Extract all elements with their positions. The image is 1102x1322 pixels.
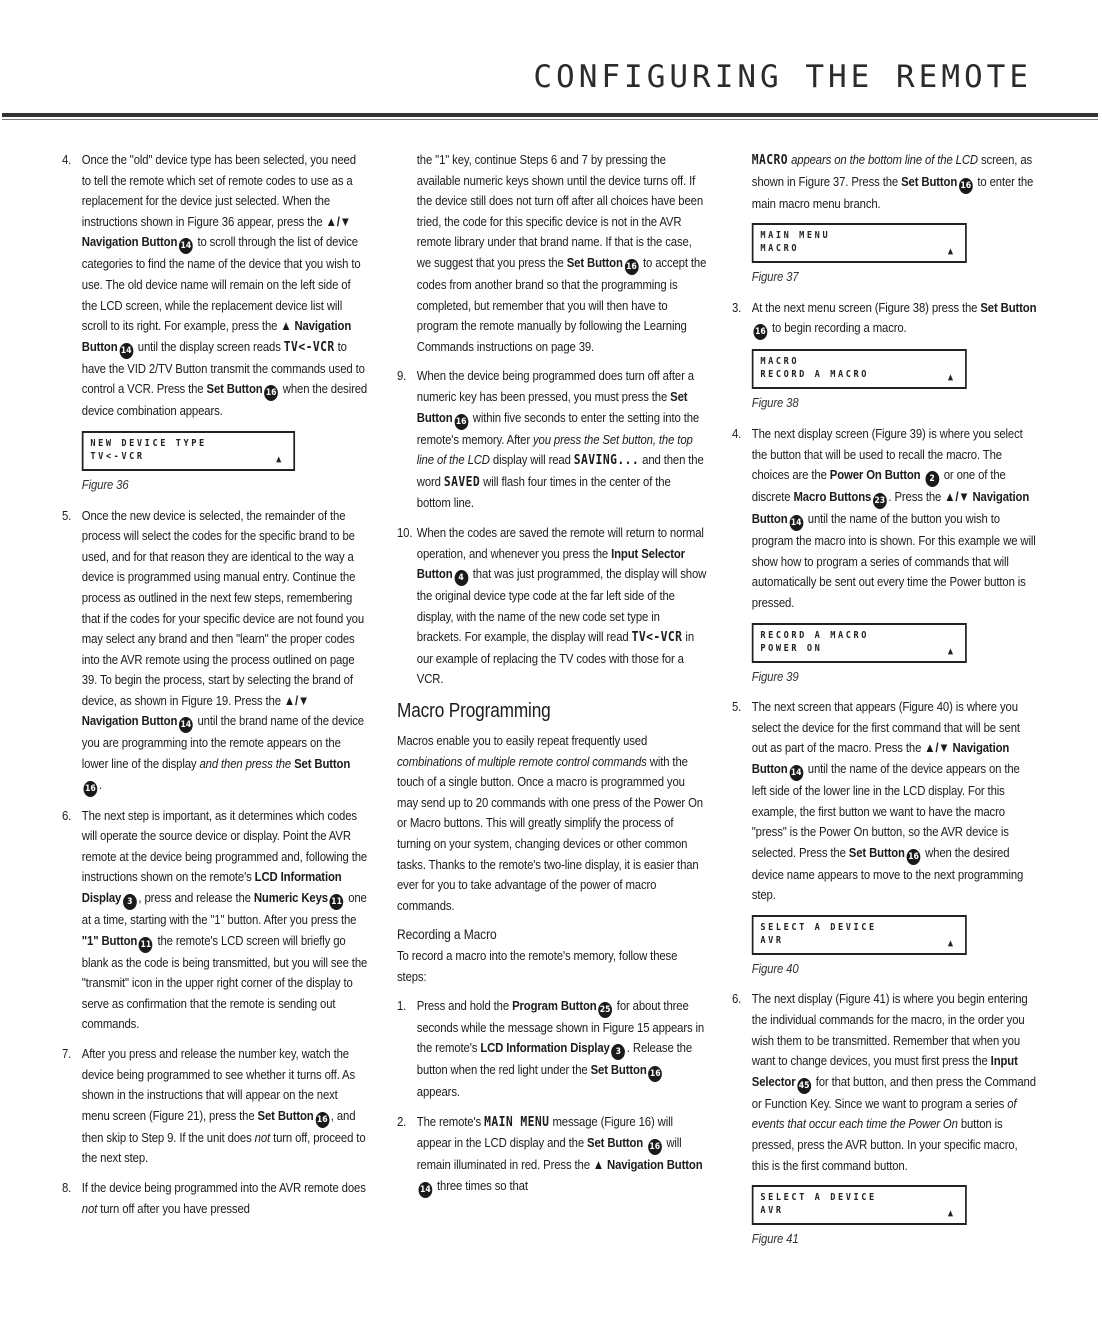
step-number: 4. [62, 152, 72, 167]
text: to have the VID 2/TV Button transmit the commands used to control a VCR. Press the [81, 338, 365, 397]
button-badge: 16 [754, 324, 768, 340]
step-8 [62, 1178, 367, 1219]
step-text [752, 989, 1038, 1176]
text: message (Figure 16) will appear in the LCD display and the [416, 1113, 673, 1151]
text: of events that occur each time the Power On [751, 1095, 1017, 1132]
button-badge: 4 [454, 570, 468, 586]
macro-step-1 [397, 996, 707, 1103]
button-badge: 14 [179, 717, 193, 733]
text: The next screen that appears (Figure 40) is where you select the device for the first command that will be sent out as part of the macro. Press the [751, 699, 1020, 756]
term: Set Button [566, 254, 623, 270]
step-number: 9. [397, 368, 407, 384]
step-text [752, 150, 1038, 214]
term: LCD Information Display [480, 1040, 610, 1056]
text: If the device being programmed into the AVR remote does [81, 1179, 366, 1195]
step-number: 5. [732, 699, 742, 715]
text: turn off, proceed to the next step. [81, 1129, 366, 1166]
button-badge: 16 [907, 849, 921, 865]
step-text [752, 424, 1038, 614]
lcd-line-1: NEW DEVICE TYPE [90, 437, 207, 449]
text: that was just programmed, the display will show the original device type code at the far left side of the display, with the name of the new code set type in brackets. For example, the display will read [416, 566, 707, 645]
lcd-line-2: AVR [760, 934, 784, 946]
step-text [752, 298, 1038, 341]
step-text [82, 506, 368, 797]
text: will remain illuminated in red. Press the ▲ [416, 1135, 682, 1173]
text: with the touch of a single button. Once a macro is programmed you may send up to 20 commands with one press of the Power On or Macro buttons. This will greatly simplify the process of turning on your system, changing devices or other common tasks. Thanks to the remote's two-line display, it is easier than ever for you to take advantage of the power of macro commands. [397, 753, 703, 913]
button-badge: 14 [789, 515, 803, 531]
macro-intro [397, 731, 707, 916]
term: Set Button [901, 173, 958, 189]
figure-caption: Figure 39 [751, 668, 799, 684]
term: Set Button [590, 1062, 647, 1078]
term: Navigation Button [81, 318, 352, 354]
lcd-line-1: SELECT A DEVICE [760, 921, 877, 933]
text: you press the Set button, the top line of the LCD [416, 431, 693, 468]
button-badge: 16 [84, 781, 98, 797]
macro-step-6 [732, 989, 1037, 1176]
button-badge: 14 [419, 1182, 433, 1198]
term: Numeric Keys [253, 890, 328, 906]
text: in our example of replacing the TV codes with those for a VCR. [416, 629, 695, 687]
lcd-text: TV<-VCR [631, 630, 683, 646]
term: Set Button [206, 381, 263, 397]
term: Set Button [587, 1135, 644, 1151]
button-badge: 45 [797, 1078, 811, 1094]
section-heading: Macro Programming [397, 700, 551, 723]
term: Input Selector Button [416, 545, 685, 582]
lcd-figure-38 [752, 349, 967, 389]
term: Program Button [512, 997, 597, 1013]
button-badge: 16 [648, 1066, 662, 1082]
lcd-line-1: MACRO [760, 356, 800, 368]
macro-step-2-continued [732, 150, 1037, 214]
page-title: CONFIGURING THE REMOTE [533, 59, 1032, 95]
up-arrow-icon: ▲ [947, 372, 954, 384]
lcd-figure-39 [752, 623, 967, 663]
text: Once the new device is selected, the remainder of the process will select the codes for the specific brand to be used, and for that reason they are identical to the way a device is programmed using manual entry. Continue the process as outlined in the next few steps, remembering that if the codes for your specific device are not found you may select any brand and then "learn" the proper codes into the AVR remote using the process outlined on page 39. To begin the process, start by selecting the brand of device, as shown in Figure 19. Press the [81, 507, 365, 708]
step-5 [62, 506, 367, 797]
step-text [417, 150, 707, 357]
button-badge: 11 [139, 937, 153, 953]
term: Set Button [980, 299, 1037, 315]
text: to scroll through the list of device categories to find the name of the device that you wish to use. The old device name will remain on the left side of the LCD screen, while the replacement device list will scroll to its right. For example, press the ▲ [81, 234, 361, 334]
up-arrow-icon: ▲ [947, 645, 954, 657]
text: to accept the codes from another brand so that the programming is completed, but remember that you will then have to program the remote manually by following the Learning Commands instructions on page 39. [416, 254, 707, 354]
button-badge: 11 [330, 894, 344, 910]
term: "1" Button [81, 932, 138, 948]
figure-caption: Figure 36 [81, 476, 129, 492]
step-text [417, 996, 707, 1103]
lcd-text: TV<-VCR [283, 339, 335, 355]
step-text [82, 1178, 368, 1219]
step-text [417, 523, 707, 690]
text: At the next menu screen (Figure 38) press the [751, 299, 981, 315]
term: Power On Button [829, 467, 921, 483]
text: appears. [416, 1084, 460, 1100]
figure-caption: Figure 37 [751, 269, 799, 285]
text: until the name of the device appears on the left side of the lower line in the LCD display. For this example, the first button we want to have the macro "press" is the Power On button, so the AVR device is selected. Press the [751, 760, 1020, 860]
text: Macros enable you to easily repeat frequently used [397, 733, 648, 749]
text: Once the "old" device type has been selected, you need to tell the remote which set of remote codes to use as a replacement for the device just selected. When the instructions shown in Figure 36 appear, press the [81, 152, 356, 229]
button-badge: 3 [611, 1044, 625, 1060]
lcd-line-2: POWER ON [760, 642, 823, 654]
text: to enter the main macro menu branch. [751, 173, 1034, 211]
text: The next display (Figure 41) is where you begin entering the individual commands for the macro, in the order you wish them to be transmitted. Remember that when you want to change devices, you must first press the [751, 991, 1028, 1069]
subsection-heading: Recording a Macro [397, 926, 497, 943]
text: not [254, 1129, 271, 1145]
step-4 [62, 150, 367, 422]
lcd-line-1: SELECT A DEVICE [760, 1192, 877, 1204]
text: After you press and release the number key, watch the device being programmed to see whether it turns off. As shown in the instructions that will appear on the next menu screen (Figure 21), press the [81, 1046, 356, 1123]
text: screen, as shown in Figure 37. Press the [751, 152, 1033, 189]
text: button is pressed, press the AVR button. In your specific macro, this is the first command button. [751, 1116, 1018, 1173]
term: Set Button [294, 756, 351, 772]
lcd-text: SAVED [443, 474, 481, 490]
text: When the device being programmed does turn off after a numeric key has been pressed, you must press the [416, 368, 694, 404]
step-number: 7. [62, 1046, 72, 1061]
term: LCD Information Display [81, 869, 342, 906]
text: display will read [489, 452, 574, 468]
text: or one of the discrete [751, 467, 1006, 505]
text: not [81, 1200, 98, 1216]
text: and then the word [416, 452, 704, 489]
column-left [62, 150, 367, 1315]
lcd-line-2: RECORD A MACRO [760, 369, 869, 381]
lcd-line-2: TV<-VCR [90, 450, 145, 462]
text: to begin recording a macro. [768, 320, 907, 336]
button-badge: 2 [925, 471, 939, 487]
button-badge: 25 [598, 1002, 612, 1018]
step-6 [62, 806, 367, 1035]
button-badge: 16 [625, 259, 639, 275]
text: turn off after you have pressed [97, 1200, 250, 1216]
text: the "1" key, continue Steps 6 and 7 by pressing the available numeric keys shown until the device turns off. If the device still does not turn off after all choices have been tried, the code for this specific device is not in the AVR remote library under that brand name. If that is the case, we suggest that you press the [416, 152, 703, 270]
figure-caption: Figure 40 [751, 960, 799, 976]
step-number: 4. [732, 425, 742, 441]
text: until the brand name of the device you are programming into the remote appears on the lower line of the display [81, 713, 364, 772]
figure-caption: Figure 38 [751, 395, 799, 411]
button-badge: 14 [119, 343, 133, 359]
term: ▲/▼ Navigation Button [751, 740, 1010, 776]
up-arrow-icon: ▲ [947, 937, 954, 949]
step-number: 5. [62, 507, 72, 523]
text: and then press the [199, 756, 295, 772]
text: for that button, and then press the Command or Function Key. Since we want to program a series [751, 1073, 1036, 1111]
lcd-text: MACRO [751, 153, 789, 168]
step-number: 6. [62, 807, 72, 823]
text: The remote's [416, 1113, 485, 1129]
button-badge: 16 [315, 1112, 329, 1128]
text: . Release the button when the red light under the [416, 1040, 693, 1078]
term: Set Button [416, 388, 688, 425]
step-number: 6. [732, 991, 742, 1007]
lcd-line-1: MAIN MENU [760, 230, 831, 242]
lcd-figure-40 [752, 915, 967, 955]
step-text [417, 366, 707, 514]
text: , press and release the [138, 890, 254, 906]
subsection-text: To record a macro into the remote's memory, follow these steps: [397, 948, 678, 984]
step-number: 1. [397, 997, 407, 1013]
lcd-line-2: MACRO [760, 243, 800, 255]
step-10 [397, 523, 707, 690]
term: Input Selector [751, 1053, 1018, 1089]
text: within five seconds to enter the setting into the remote's memory. After [416, 409, 700, 447]
lcd-text: SAVING... [573, 453, 640, 469]
lcd-figure-37 [752, 223, 967, 263]
macro-step-2 [397, 1112, 707, 1198]
text: The next step is important, as it determines which codes will operate the source device or display. Point the AVR remote at the device being programmed and, following the instructions shown on the remote's [81, 807, 368, 885]
step-text [752, 697, 1038, 906]
macro-step-3 [732, 298, 1037, 341]
lcd-text: MAIN MENU [484, 1114, 550, 1130]
text: the remote's LCD screen will briefly go blank as the code is being transmitted, but you will see the "transmit" icon in the upper right corner of the display to serve as confirmation that the remote is sending out commands. [81, 932, 368, 1032]
button-badge: 16 [264, 385, 278, 401]
step-7 [62, 1044, 367, 1169]
text: combinations of multiple remote control commands [397, 753, 647, 769]
header-rule [2, 113, 1098, 117]
column-middle [397, 150, 707, 1315]
text: appears on the bottom line of the LCD [788, 152, 978, 167]
text: When the codes are saved the remote will return to normal operation, and whenever you press the [416, 524, 704, 561]
lcd-figure-36 [82, 431, 295, 471]
button-badge: 14 [179, 238, 193, 254]
macro-step-4 [732, 424, 1037, 614]
step-8-continued [397, 150, 707, 357]
up-arrow-icon: ▲ [947, 1208, 954, 1220]
text: when the desired device name appears to move to the next programming step. [751, 844, 1024, 903]
step-9 [397, 366, 707, 514]
term: Set Button [848, 844, 905, 860]
text: , and then skip to Step 9. If the unit does [81, 1107, 356, 1145]
term: ▲/▼ Navigation Button [81, 692, 310, 729]
step-text [82, 150, 368, 422]
text: . Press the [888, 489, 945, 505]
term: Macro Buttons [793, 489, 872, 505]
text: until the display screen reads [134, 338, 284, 354]
up-arrow-icon: ▲ [276, 453, 282, 465]
text: until the name of the button you wish to program the macro into is shown. For this example we will show how to program a series of commands that will automatically be sent out every time the Power button is pressed. [751, 511, 1036, 610]
term: ▲/▼ Navigation Button [751, 489, 1030, 527]
button-badge: 16 [454, 414, 468, 430]
text: . [98, 776, 103, 792]
term: ▲/▼ Navigation Button [81, 213, 351, 250]
step-text [82, 1044, 368, 1169]
step-text [417, 1112, 707, 1198]
step-number: 8. [62, 1179, 72, 1195]
text: will flash four times in the center of the bottom line. [416, 473, 671, 511]
column-right [732, 150, 1037, 1315]
text: for about three seconds while the message shown in Figure 15 appears in the remote's [416, 997, 705, 1056]
figure-caption: Figure 41 [751, 1231, 799, 1247]
button-badge: 16 [648, 1139, 662, 1155]
text: The next display screen (Figure 39) is where you select the button that will be used to recall the macro. The choices are the [751, 425, 1023, 483]
term: Navigation Button [607, 1157, 703, 1173]
lcd-line-1: RECORD A MACRO [760, 629, 869, 641]
step-number: 3. [732, 299, 742, 315]
step-text [82, 806, 368, 1035]
text: one at a time, starting with the "1" button. After you press the [81, 890, 367, 928]
button-badge: 16 [959, 178, 973, 194]
text: when the desired device combination appears. [81, 381, 368, 419]
button-badge: 3 [123, 894, 137, 910]
text: Press and hold the [416, 997, 513, 1013]
lcd-line-2: AVR [760, 1205, 784, 1217]
button-badge: 14 [789, 765, 803, 781]
button-badge: 23 [873, 493, 887, 509]
term: Set Button [257, 1107, 314, 1123]
step-number: 2. [397, 1113, 407, 1129]
lcd-figure-41 [752, 1185, 967, 1225]
macro-step-5 [732, 697, 1037, 906]
step-number: 10. [397, 524, 413, 540]
text: three times so that [433, 1177, 528, 1193]
up-arrow-icon: ▲ [947, 246, 954, 258]
